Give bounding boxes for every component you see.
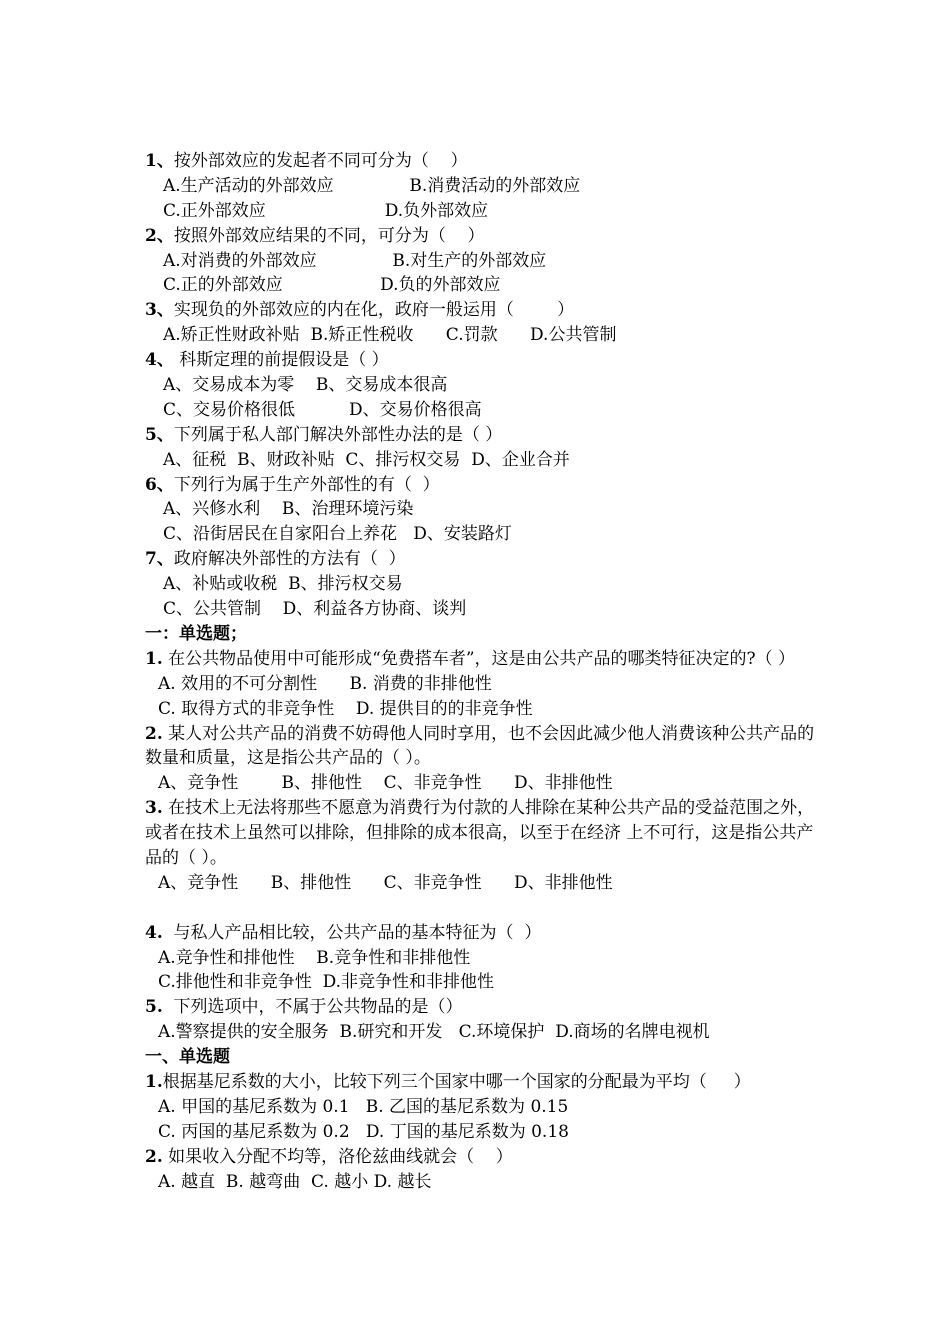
question-options: A.对消费的外部效应 B.对生产的外部效应 xyxy=(163,250,547,271)
question-4 xyxy=(145,921,815,996)
blank-line xyxy=(145,896,815,921)
question-options: A、竞争性 B、排他性 C、非竞争性 D、非排他性 xyxy=(158,872,613,893)
question-5 xyxy=(145,995,815,1045)
question-stem: 某人对公共产品的消费不妨碍他人同时享用，也不会因此减少他人消费该种公共产品的数量和质量，这是指公共产品的（ ）。 xyxy=(145,723,815,769)
question-stem: 与私人产品相比较，公共产品的基本特征为（ ） xyxy=(162,922,542,943)
question-number: 2. xyxy=(145,723,163,744)
question-3 xyxy=(145,796,815,896)
question-number: 5. xyxy=(145,997,163,1018)
question-2 xyxy=(145,224,815,299)
question-options: A、兴修水利 B、治理环境污染 xyxy=(163,499,414,520)
question-number: 3、 xyxy=(145,300,174,321)
question-number: 2、 xyxy=(145,225,174,246)
question-number: 7、 xyxy=(145,549,174,570)
question-stem: 根据基尼系数的大小，比较下列三个国家中哪一个国家的分配最为平均（ ） xyxy=(162,1072,751,1093)
question-stem: 下列选项中，不属于公共物品的是（） xyxy=(162,997,463,1018)
question-number: 3. xyxy=(145,798,163,819)
question-options: A. 效用的不可分割性 B. 消费的非排他性 xyxy=(158,673,492,694)
section-heading: 一、单选题 xyxy=(145,1047,230,1068)
question-6 xyxy=(145,473,815,548)
question-number: 6、 xyxy=(145,474,174,495)
question-stem: 下列行为属于生产外部性的有（ ） xyxy=(173,474,440,495)
question-stem: 实现负的外部效应的内在化，政府一般运用（ ） xyxy=(173,300,575,321)
question-stem: 按照外部效应结果的不同，可分为（ ） xyxy=(173,225,485,246)
question-number: 5、 xyxy=(145,424,174,445)
question-options: A. 甲国的基尼系数为 0.1 B. 乙国的基尼系数为 0.15 xyxy=(158,1096,569,1117)
question-options: C、公共管制 D、利益各方协商、谈判 xyxy=(163,599,467,620)
question-options: A.警察提供的安全服务 B.研究和开发 C.环境保护 D.商场的名牌电视机 xyxy=(158,1022,710,1043)
question-options: A.竞争性和排他性 B.竞争性和非排他性 xyxy=(158,947,471,968)
question-options: A.生产活动的外部效应 B.消费活动的外部效应 xyxy=(163,175,581,196)
question-options: A.矫正性财政补贴 B.矫正性税收 C.罚款 D.公共管制 xyxy=(163,325,617,346)
question-number: 1. xyxy=(145,1072,163,1093)
question-options: C.正的外部效应 D.负的外部效应 xyxy=(163,275,501,296)
question-1 xyxy=(145,149,815,224)
question-number: 2. xyxy=(145,1146,163,1167)
question-3 xyxy=(145,298,815,348)
question-number: 1. xyxy=(145,648,163,669)
question-options: A、征税 B、财政补贴 C、排污权交易 D、企业合并 xyxy=(163,449,570,470)
question-number: 4. xyxy=(145,922,163,943)
question-2 xyxy=(145,1145,815,1195)
question-stem: 下列属于私人部门解决外部性办法的是（ ） xyxy=(173,424,503,445)
question-stem: 在技术上无法将那些不愿意为消费行为付款的人排除在某种公共产品的受益范围之外，或者在技术上虽然可以排除，但排除的成本很高，以至于在经济 上不可行，这是指公共产品的（ ）。 xyxy=(145,798,815,869)
question-options: C、沿街居民在自家阳台上养花 D、安装路灯 xyxy=(163,524,512,545)
section-heading: 一：单选题； xyxy=(145,623,247,644)
question-1 xyxy=(145,1070,815,1145)
question-options: A. 越直 B. 越弯曲 C. 越小 D. 越长 xyxy=(158,1171,432,1192)
question-options: A、竞争性 B、排他性 C、非竞争性 D、非排他性 xyxy=(158,773,613,794)
question-4 xyxy=(145,348,815,423)
question-stem: 如果收入分配不均等，洛伦兹曲线就会（ ） xyxy=(162,1146,513,1167)
question-options: C. 丙国的基尼系数为 0.2 D. 丁国的基尼系数为 0.18 xyxy=(158,1121,569,1142)
question-options: C、交易价格很低 D、交易价格很高 xyxy=(163,399,482,420)
question-1 xyxy=(145,647,815,722)
question-options: A、交易成本为零 B、交易成本很高 xyxy=(163,375,448,396)
question-options: C.正外部效应 D.负外部效应 xyxy=(163,200,489,221)
question-number: 4、 xyxy=(145,350,174,371)
question-7 xyxy=(145,547,815,622)
question-2 xyxy=(145,722,815,797)
question-number: 1、 xyxy=(145,151,174,171)
document-body xyxy=(145,149,815,1195)
question-options: A、补贴或收税 B、排污权交易 xyxy=(163,574,403,595)
question-stem: 科斯定理的前提假设是（ ） xyxy=(173,350,389,371)
question-stem: 按外部效应的发起者不同可分为（ ） xyxy=(173,151,468,171)
question-options: C.排他性和非竞争性 D.非竞争性和非排他性 xyxy=(158,972,495,993)
question-5 xyxy=(145,423,815,473)
question-options: C. 取得方式的非竞争性 D. 提供目的的非竞争性 xyxy=(158,698,533,719)
question-stem: 政府解决外部性的方法有（ ） xyxy=(173,549,406,570)
question-stem: 在公共物品使用中可能形成“免费搭车者”，这是由公共产品的哪类特征决定的?（ ） xyxy=(162,648,796,669)
